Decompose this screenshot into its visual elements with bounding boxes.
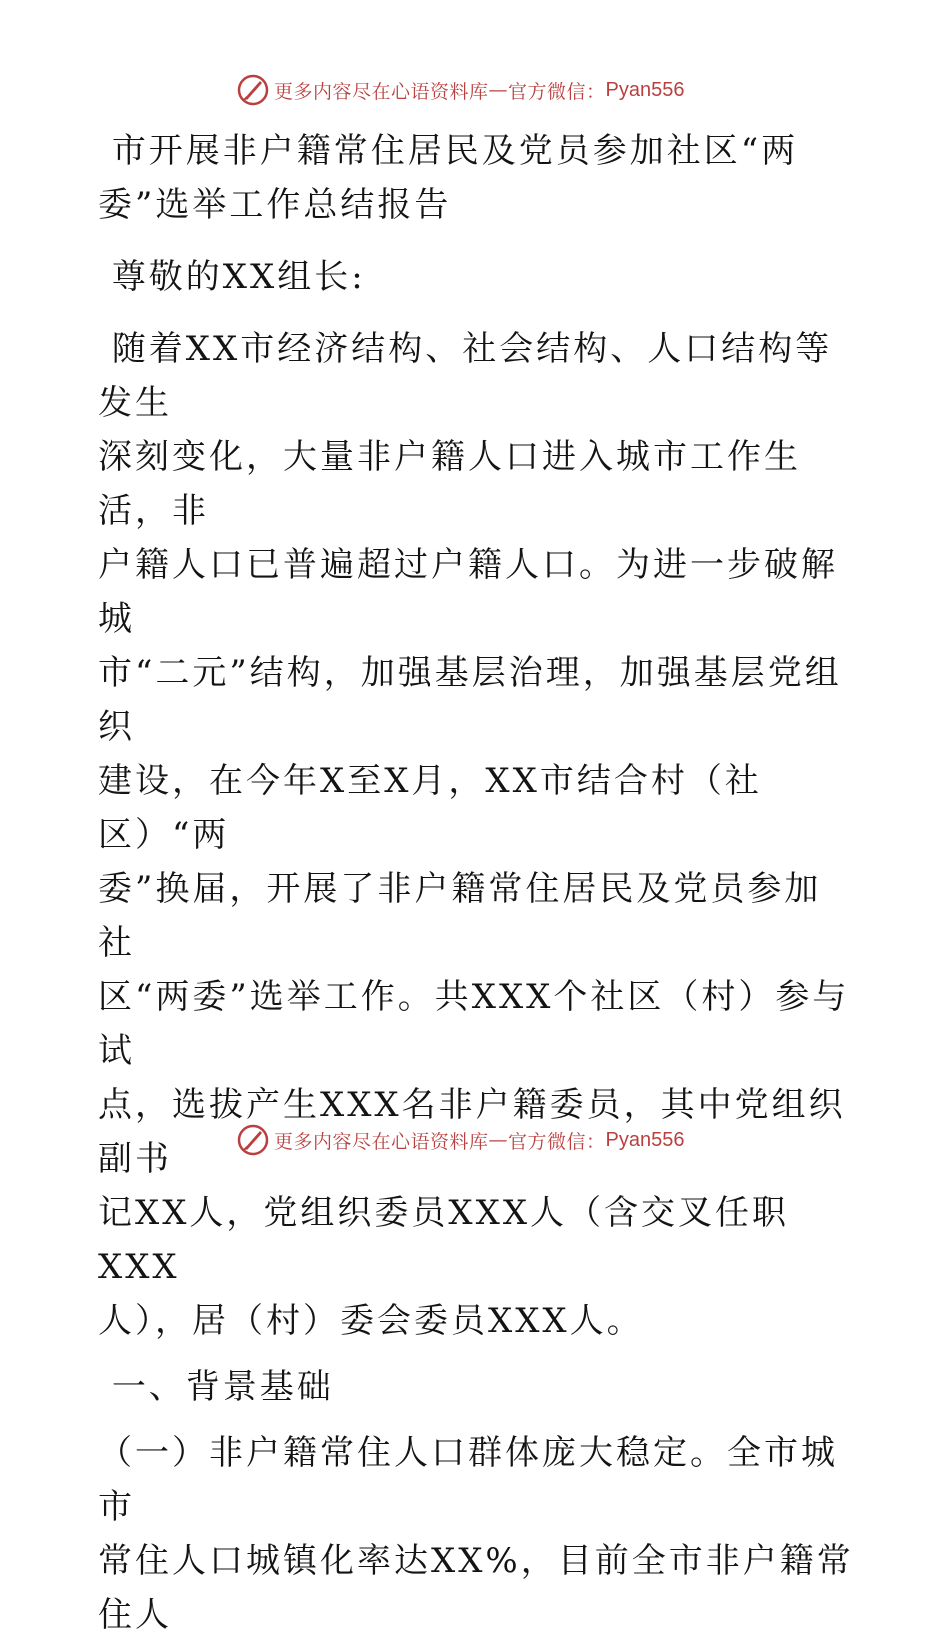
header-watermark xyxy=(236,72,685,108)
watermark-id: Pyan556 xyxy=(605,1128,685,1151)
watermark-text: 更多内容尽在心语资料库 xyxy=(274,1130,489,1153)
title-line: 委”选举工作总结报告 xyxy=(98,185,452,225)
watermark-text: 更多内容尽在心语资料库 xyxy=(274,80,489,103)
paragraph-line: 区“两委”选举工作。共XXX个社区（村）参与试 xyxy=(98,977,850,1071)
quill-logo-icon xyxy=(236,73,270,107)
quill-logo-icon xyxy=(236,1123,270,1157)
watermark-dash: — xyxy=(488,79,509,101)
paragraph-line: 深刻变化，大量非户籍人口进入城市工作生活，非 xyxy=(98,437,801,531)
footer-watermark xyxy=(236,1122,685,1158)
paragraph-line: 常住人口城镇化率达XX%，目前全市非户籍常住人 xyxy=(98,1541,854,1635)
section-heading: 一、背景基础 xyxy=(98,1367,334,1407)
watermark-label: 官方微信： xyxy=(508,80,606,103)
paragraph-line: 随着XX市经济结构、社会结构、人口结构等发生 xyxy=(98,329,833,423)
paragraph-line: （一）非户籍常住人口群体庞大稳定。全市城市 xyxy=(98,1433,838,1527)
paragraph-line: 建设，在今年X至X月，XX市结合村（社区）“两 xyxy=(98,761,762,855)
title-line: 市开展非户籍常住居民及党员参加社区“两 xyxy=(98,131,799,171)
watermark-id: Pyan556 xyxy=(605,78,685,101)
section-paragraph xyxy=(98,1426,858,1642)
intro-paragraph xyxy=(98,322,858,1348)
paragraph-line: 点，选拔产生XXX名非户籍委员，其中党组织副书 xyxy=(98,1085,846,1179)
paragraph-line: 记XX人，党组织委员XXX人（含交叉任职XXX xyxy=(98,1193,790,1287)
greeting: 尊敬的XX组长: xyxy=(98,257,366,297)
watermark-label: 官方微信： xyxy=(508,1130,606,1153)
paragraph-line: 市“二元”结构，加强基层治理，加强基层党组织 xyxy=(98,653,842,747)
document-title xyxy=(98,124,858,232)
watermark-dash: — xyxy=(488,1129,509,1151)
paragraph-line: 委”换届，开展了非户籍常住居民及党员参加社 xyxy=(98,869,822,963)
paragraph-line: 人），居（村）委会委员XXX人。 xyxy=(98,1301,644,1341)
document-body xyxy=(98,124,858,1642)
paragraph-line: 户籍人口已普遍超过户籍人口。为进一步破解城 xyxy=(98,545,838,639)
